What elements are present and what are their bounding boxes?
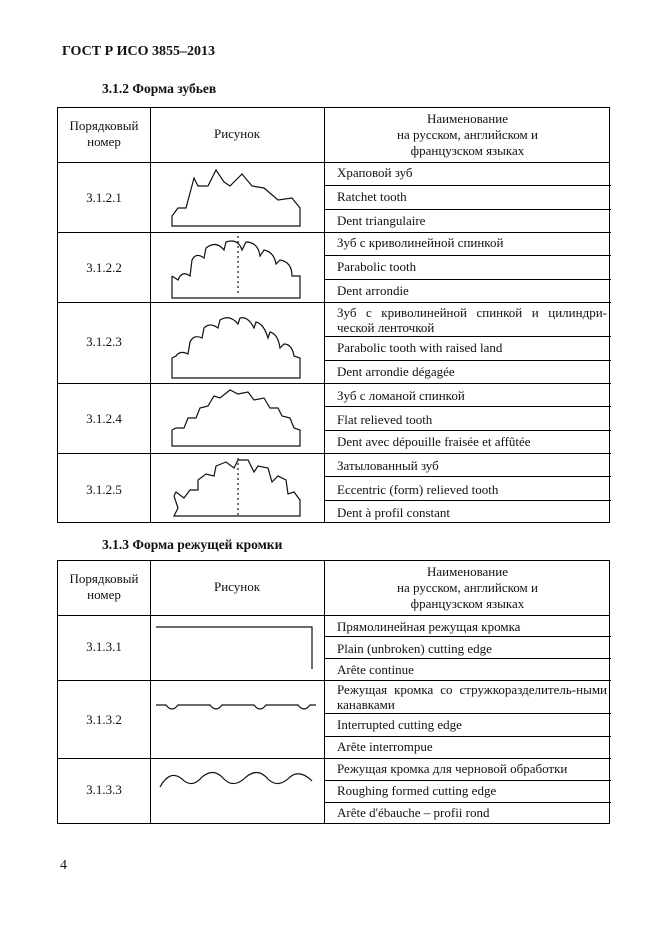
name-en: Roughing formed cutting edge (337, 783, 497, 798)
name-ru: Затылованный зуб (337, 458, 439, 473)
header-name-line2: на русском, английском и (397, 127, 538, 142)
document-title: ГОСТ Р ИСО 3855–2013 (62, 44, 216, 59)
row-number: 3.1.2.2 (86, 260, 122, 275)
name-ru: Режущая кромка для черновой обработки (337, 761, 568, 776)
name-ru: Прямолинейная режущая кромка (337, 619, 521, 634)
name-fr: Dent arrondie dégagée (337, 364, 455, 379)
header-name-line1: Наименование (427, 564, 508, 579)
name-fr: Arête d'ébauche – profii rond (337, 805, 490, 820)
name-en: Flat relieved tooth (337, 412, 433, 427)
header-picture: Рисунок (213, 579, 261, 594)
name-en: Eccentric (form) relieved tooth (337, 482, 499, 497)
header-name-line1: Наименование (427, 111, 508, 126)
name-fr: Dent triangulaire (337, 213, 426, 228)
cutting-edge-table (57, 560, 610, 824)
row-number: 3.1.3.3 (86, 782, 122, 797)
name-fr: Arête continue (337, 662, 414, 677)
header-number-line2: номер (87, 134, 121, 149)
name-fr: Dent à profil constant (337, 505, 450, 520)
header-name-line3: французском языках (410, 596, 525, 611)
row-number: 3.1.2.1 (86, 190, 122, 205)
name-ru: Зуб с криволинейной спинкой (337, 235, 504, 250)
name-ru: Режущая кромка со стружкоразделитель-ными канавками (337, 682, 607, 712)
interrupted-cutting-edge-figure (154, 695, 318, 725)
name-ru: Зуб с криволинейной спинкой и цилиндри-ческой ленточкой (337, 305, 607, 335)
table-header (58, 108, 609, 163)
ratchet-tooth-figure (168, 168, 308, 230)
tooth-form-table (57, 107, 610, 523)
page-number: 4 (60, 858, 67, 873)
row-number: 3.1.2.3 (86, 334, 122, 349)
name-fr: Dent arrondie (337, 283, 409, 298)
header-number-line2: номер (87, 587, 121, 602)
row-number: 3.1.2.4 (86, 411, 122, 426)
section-title-tooth-form: 3.1.2 Форма зубьев (102, 81, 217, 96)
name-ru: Храповой зуб (337, 165, 413, 180)
name-fr: Arête interrompue (337, 739, 433, 754)
header-name-line2: на русском, английском и (397, 580, 538, 595)
header-picture: Рисунок (213, 126, 261, 141)
name-en: Plain (unbroken) cutting edge (337, 641, 492, 656)
row-number: 3.1.3.2 (86, 712, 122, 727)
flat-relieved-tooth-figure (168, 386, 308, 450)
name-en: Parabolic tooth with raised land (337, 340, 503, 355)
eccentric-relieved-tooth-figure (168, 458, 308, 520)
name-fr: Dent avec dépouille fraisée et affûtée (337, 434, 531, 449)
name-en: Ratchet tooth (337, 189, 407, 204)
row-number: 3.1.3.1 (86, 639, 122, 654)
header-name-line3: французском языках (410, 143, 525, 158)
section-title-cutting-edge: 3.1.3 Форма режущей кромки (102, 537, 283, 552)
parabolic-tooth-raised-land-figure (168, 308, 308, 380)
header-number-line1: Порядковый (69, 118, 139, 133)
name-ru: Зуб с ломаной спинкой (337, 388, 465, 403)
header-number-line1: Порядковый (69, 571, 139, 586)
name-en: Parabolic tooth (337, 259, 417, 274)
plain-cutting-edge-figure (154, 621, 318, 675)
row-number: 3.1.2.5 (86, 482, 122, 497)
table-header (58, 561, 609, 616)
parabolic-tooth-figure (168, 236, 308, 300)
name-en: Interrupted cutting edge (337, 717, 462, 732)
roughing-cutting-edge-figure (158, 765, 318, 799)
